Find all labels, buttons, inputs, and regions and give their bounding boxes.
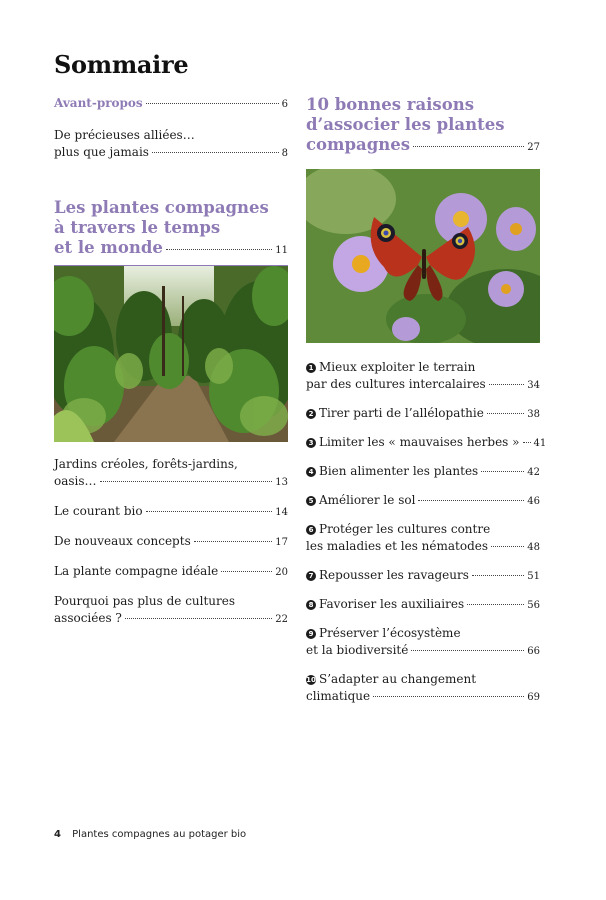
toc-right-column (306, 95, 540, 158)
reason-label: Bien alimenter les plantes (319, 464, 479, 478)
section-page: 11 (275, 245, 288, 256)
dot-leader (489, 384, 525, 385)
dot-leader (221, 571, 272, 572)
reason-label: les maladies et les nématodes (306, 539, 489, 553)
reason-label: Mieux exploiter le terrain (319, 360, 476, 374)
toc-entry-page: 6 (281, 99, 288, 110)
toc-entry-page: 14 (275, 507, 288, 518)
number-badge-icon: 10 (306, 676, 316, 684)
toc-entry-label: Avant-propos (54, 96, 143, 110)
number-badge-icon: 7 (306, 571, 316, 581)
dot-leader (146, 511, 273, 512)
reason-label: climatique (306, 689, 371, 703)
toc-entry-page: 22 (275, 614, 288, 625)
reason-item-9[interactable] (306, 625, 540, 660)
toc-entry-page: 20 (275, 567, 288, 578)
reason-label: par des cultures intercalaires (306, 377, 486, 391)
dot-leader (472, 575, 524, 576)
dot-leader (146, 103, 279, 104)
toc-entry-plante-compagne-ideale[interactable] (54, 563, 288, 581)
number-badge-icon: 1 (306, 363, 316, 373)
dot-leader (487, 413, 524, 414)
toc-entry-page: 13 (275, 477, 288, 488)
reason-label: Protéger les cultures contre (319, 522, 491, 536)
dot-leader (413, 146, 524, 147)
reason-label: Repousser les ravageurs (319, 568, 469, 582)
coffee-plantation-photo (54, 266, 288, 442)
reason-label: S’adapter au changement (319, 672, 477, 686)
reason-page: 51 (527, 571, 540, 582)
dot-leader (194, 541, 273, 542)
reason-page: 48 (527, 542, 540, 553)
dot-leader (418, 500, 524, 501)
reason-item-3[interactable] (306, 434, 547, 452)
reason-page: 34 (527, 380, 540, 391)
number-badge-icon: 5 (306, 496, 316, 506)
dot-leader (523, 442, 531, 443)
dot-leader (152, 152, 279, 153)
dot-leader (166, 249, 272, 250)
toc-entry-page: 17 (275, 537, 288, 548)
reason-page: 42 (527, 467, 540, 478)
dot-leader (373, 696, 524, 697)
reason-page: 46 (527, 496, 540, 507)
number-badge-icon: 6 (306, 525, 316, 535)
reason-label: Préserver l’écosystème (319, 626, 461, 640)
toc-entry-label: associées ? (54, 611, 122, 625)
reason-label: et la biodiversité (306, 643, 409, 657)
section-title-line: 10 bonnes raisons (306, 95, 475, 114)
dot-leader (100, 481, 273, 482)
footer-page-number: 4 (54, 829, 61, 840)
toc-entry-precieuses-alliees[interactable] (54, 127, 288, 162)
toc-left-entries (54, 456, 288, 628)
reason-item-1[interactable] (306, 359, 540, 394)
toc-entry-avant-propos[interactable] (54, 95, 288, 113)
reason-label: Tirer parti de l’allélopathie (319, 406, 484, 420)
section-title-line: et le monde (54, 238, 163, 257)
dot-leader (125, 618, 272, 619)
dot-leader (481, 471, 524, 472)
coffee-plantation-image (54, 266, 288, 442)
section-page: 27 (527, 142, 540, 153)
reason-page: 66 (527, 646, 540, 657)
page-title: Sommaire (54, 50, 189, 79)
footer-book-title: Plantes compagnes au potager bio (72, 829, 247, 840)
toc-entry-jardins-creoles[interactable] (54, 456, 288, 491)
reason-label: Améliorer le sol (319, 493, 416, 507)
reason-item-2[interactable] (306, 405, 540, 423)
section-title-line: à travers le temps (54, 218, 221, 237)
toc-entry-label: oasis… (54, 474, 97, 488)
reason-item-10[interactable] (306, 671, 540, 706)
number-badge-icon: 9 (306, 629, 316, 639)
section-title-line: Les plantes compagnes (54, 198, 269, 217)
toc-entry-label: Jardins créoles, forêts-jardins, (54, 457, 238, 471)
page-footer (54, 829, 246, 840)
reason-item-8[interactable] (306, 596, 540, 614)
dot-leader (411, 650, 524, 651)
toc-entry-label: La plante compagne idéale (54, 564, 219, 578)
number-badge-icon: 8 (306, 600, 316, 610)
dot-leader (467, 604, 524, 605)
dot-leader (491, 546, 524, 547)
butterfly-on-aster-photo (306, 169, 540, 343)
reason-label: Favoriser les auxiliaires (319, 597, 465, 611)
reason-page: 69 (527, 692, 540, 703)
butterfly-image (306, 169, 540, 343)
reason-page: 38 (527, 409, 540, 420)
section-title-10-bonnes-raisons[interactable] (306, 95, 540, 158)
reason-item-6[interactable] (306, 521, 540, 556)
toc-entry-nouveaux-concepts[interactable] (54, 533, 288, 551)
toc-entry-label: Pourquoi pas plus de cultures (54, 594, 236, 608)
reason-page: 41 (533, 438, 547, 449)
section-title-plantes-compagnes[interactable] (54, 198, 288, 266)
section-title-line: d’associer les plantes (306, 115, 505, 134)
toc-entry-label: Le courant bio (54, 504, 143, 518)
reason-page: 56 (527, 600, 540, 611)
reasons-list (306, 359, 547, 706)
reason-item-5[interactable] (306, 492, 540, 510)
toc-entry-pourquoi-pas[interactable] (54, 593, 288, 628)
toc-entry-courant-bio[interactable] (54, 503, 288, 521)
section-title-line: compagnes (306, 135, 411, 154)
toc-entry-label: plus que jamais (54, 145, 149, 159)
toc-entry-page: 8 (281, 148, 288, 159)
reason-label: Limiter les « mauvaises herbes » (319, 435, 520, 449)
toc-entry-label: De précieuses alliées… (54, 128, 195, 142)
reason-item-4[interactable] (306, 463, 540, 481)
toc-left-column (54, 95, 288, 266)
number-badge-icon: 2 (306, 409, 316, 419)
number-badge-icon: 4 (306, 467, 316, 477)
toc-entry-label: De nouveaux concepts (54, 534, 191, 548)
number-badge-icon: 3 (306, 438, 316, 448)
reason-item-7[interactable] (306, 567, 540, 585)
